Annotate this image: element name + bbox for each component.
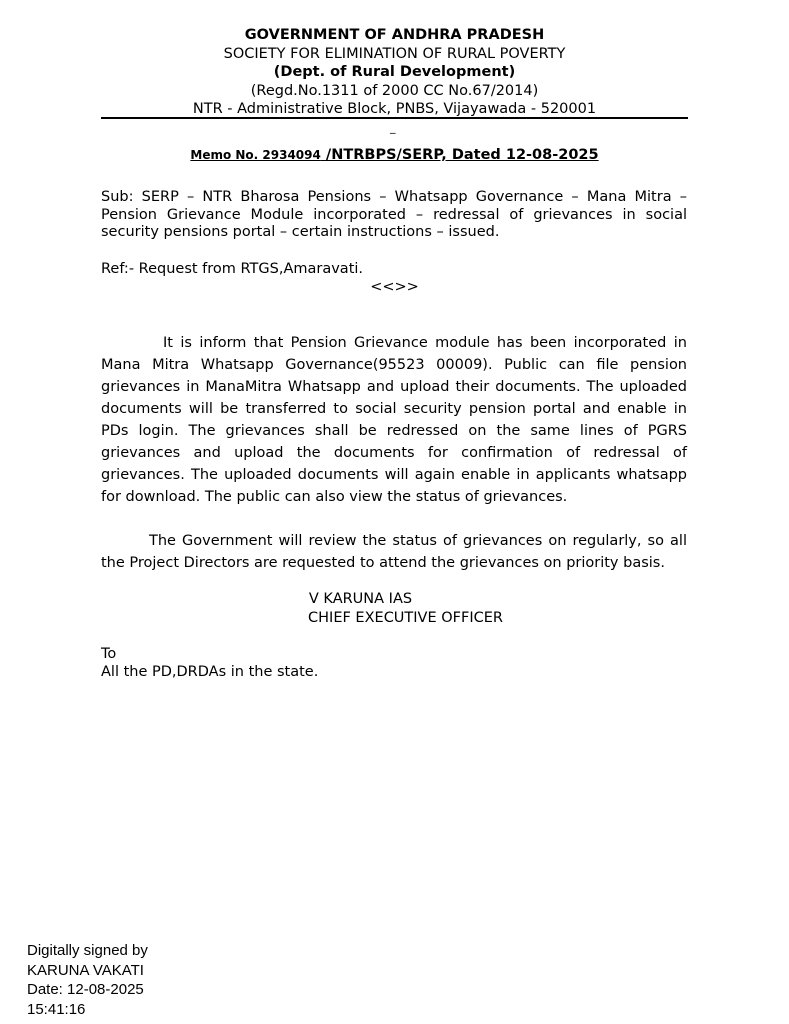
digital-signature-time: 15:41:16 [27, 1000, 86, 1018]
addressee-block [101, 645, 318, 681]
letterhead-department: (Dept. of Rural Development) [273, 64, 516, 80]
letterhead-address: NTR - Administrative Block, PNBS, Vijayawada - 520001 [192, 101, 597, 117]
signatory-designation: CHIEF EXECUTIVE OFFICER [308, 610, 503, 626]
subject-line: Sub: SERP – NTR Bharosa Pensions – Whatsapp Governance – Mana Mitra – Pension Grievance Module incorporated – redressal of grievances in social security pensions portal – certain instructions – issued. [101, 189, 687, 240]
memo-number [0, 144, 789, 163]
addressee-to: To [101, 646, 117, 662]
letterhead-society: SOCIETY FOR ELIMINATION OF RURAL POVERTY [223, 45, 566, 62]
divider-dash: _ [390, 121, 396, 134]
body-paragraph-1: It is inform that Pension Grievance module has been incorporated in Mana Mitra Whatsapp Governance(95523 00009). Public can file pension grievances in ManaMitra Whatsapp and upload their documents. The uploaded documents will be transferred to social security pension portal and enable in PDs login. The grievances shall be redressed on the same lines of PGRS grievances and upload the documents for confirmation of redressal of grievances. The uploaded documents will again enable in applicants whatsapp for download. The public can also view the status of grievances. [101, 335, 687, 505]
memo-number-prefix: Memo No. 2934094 [190, 148, 321, 162]
letterhead [0, 26, 789, 119]
signatory-name: V KARUNA IAS [308, 591, 413, 607]
addressee-recipients: All the PD,DRDAs in the state. [101, 664, 319, 680]
letterhead-registration: (Regd.No.1311 of 2000 CC No.67/2014) [250, 82, 539, 99]
body-paragraph-2: The Government will review the status of grievances on regularly, so all the Project Directors are requested to attend the grievances on priority basis. [101, 533, 687, 571]
digital-signature-label: Digitally signed by [27, 942, 148, 959]
header-divider [101, 117, 688, 119]
digital-signature-stamp [27, 941, 148, 1019]
section-separator: <<>> [370, 279, 419, 295]
reference-line: Ref:- Request from RTGS,Amaravati. [101, 261, 364, 277]
memo-number-suffix: /NTRBPS/SERP, Dated 12-08-2025 [320, 147, 599, 163]
digital-signature-name: KARUNA VAKATI [27, 961, 144, 979]
letterhead-government: GOVERNMENT OF ANDHRA PRADESH [244, 27, 545, 43]
digital-signature-date: Date: 12-08-2025 [27, 981, 144, 998]
